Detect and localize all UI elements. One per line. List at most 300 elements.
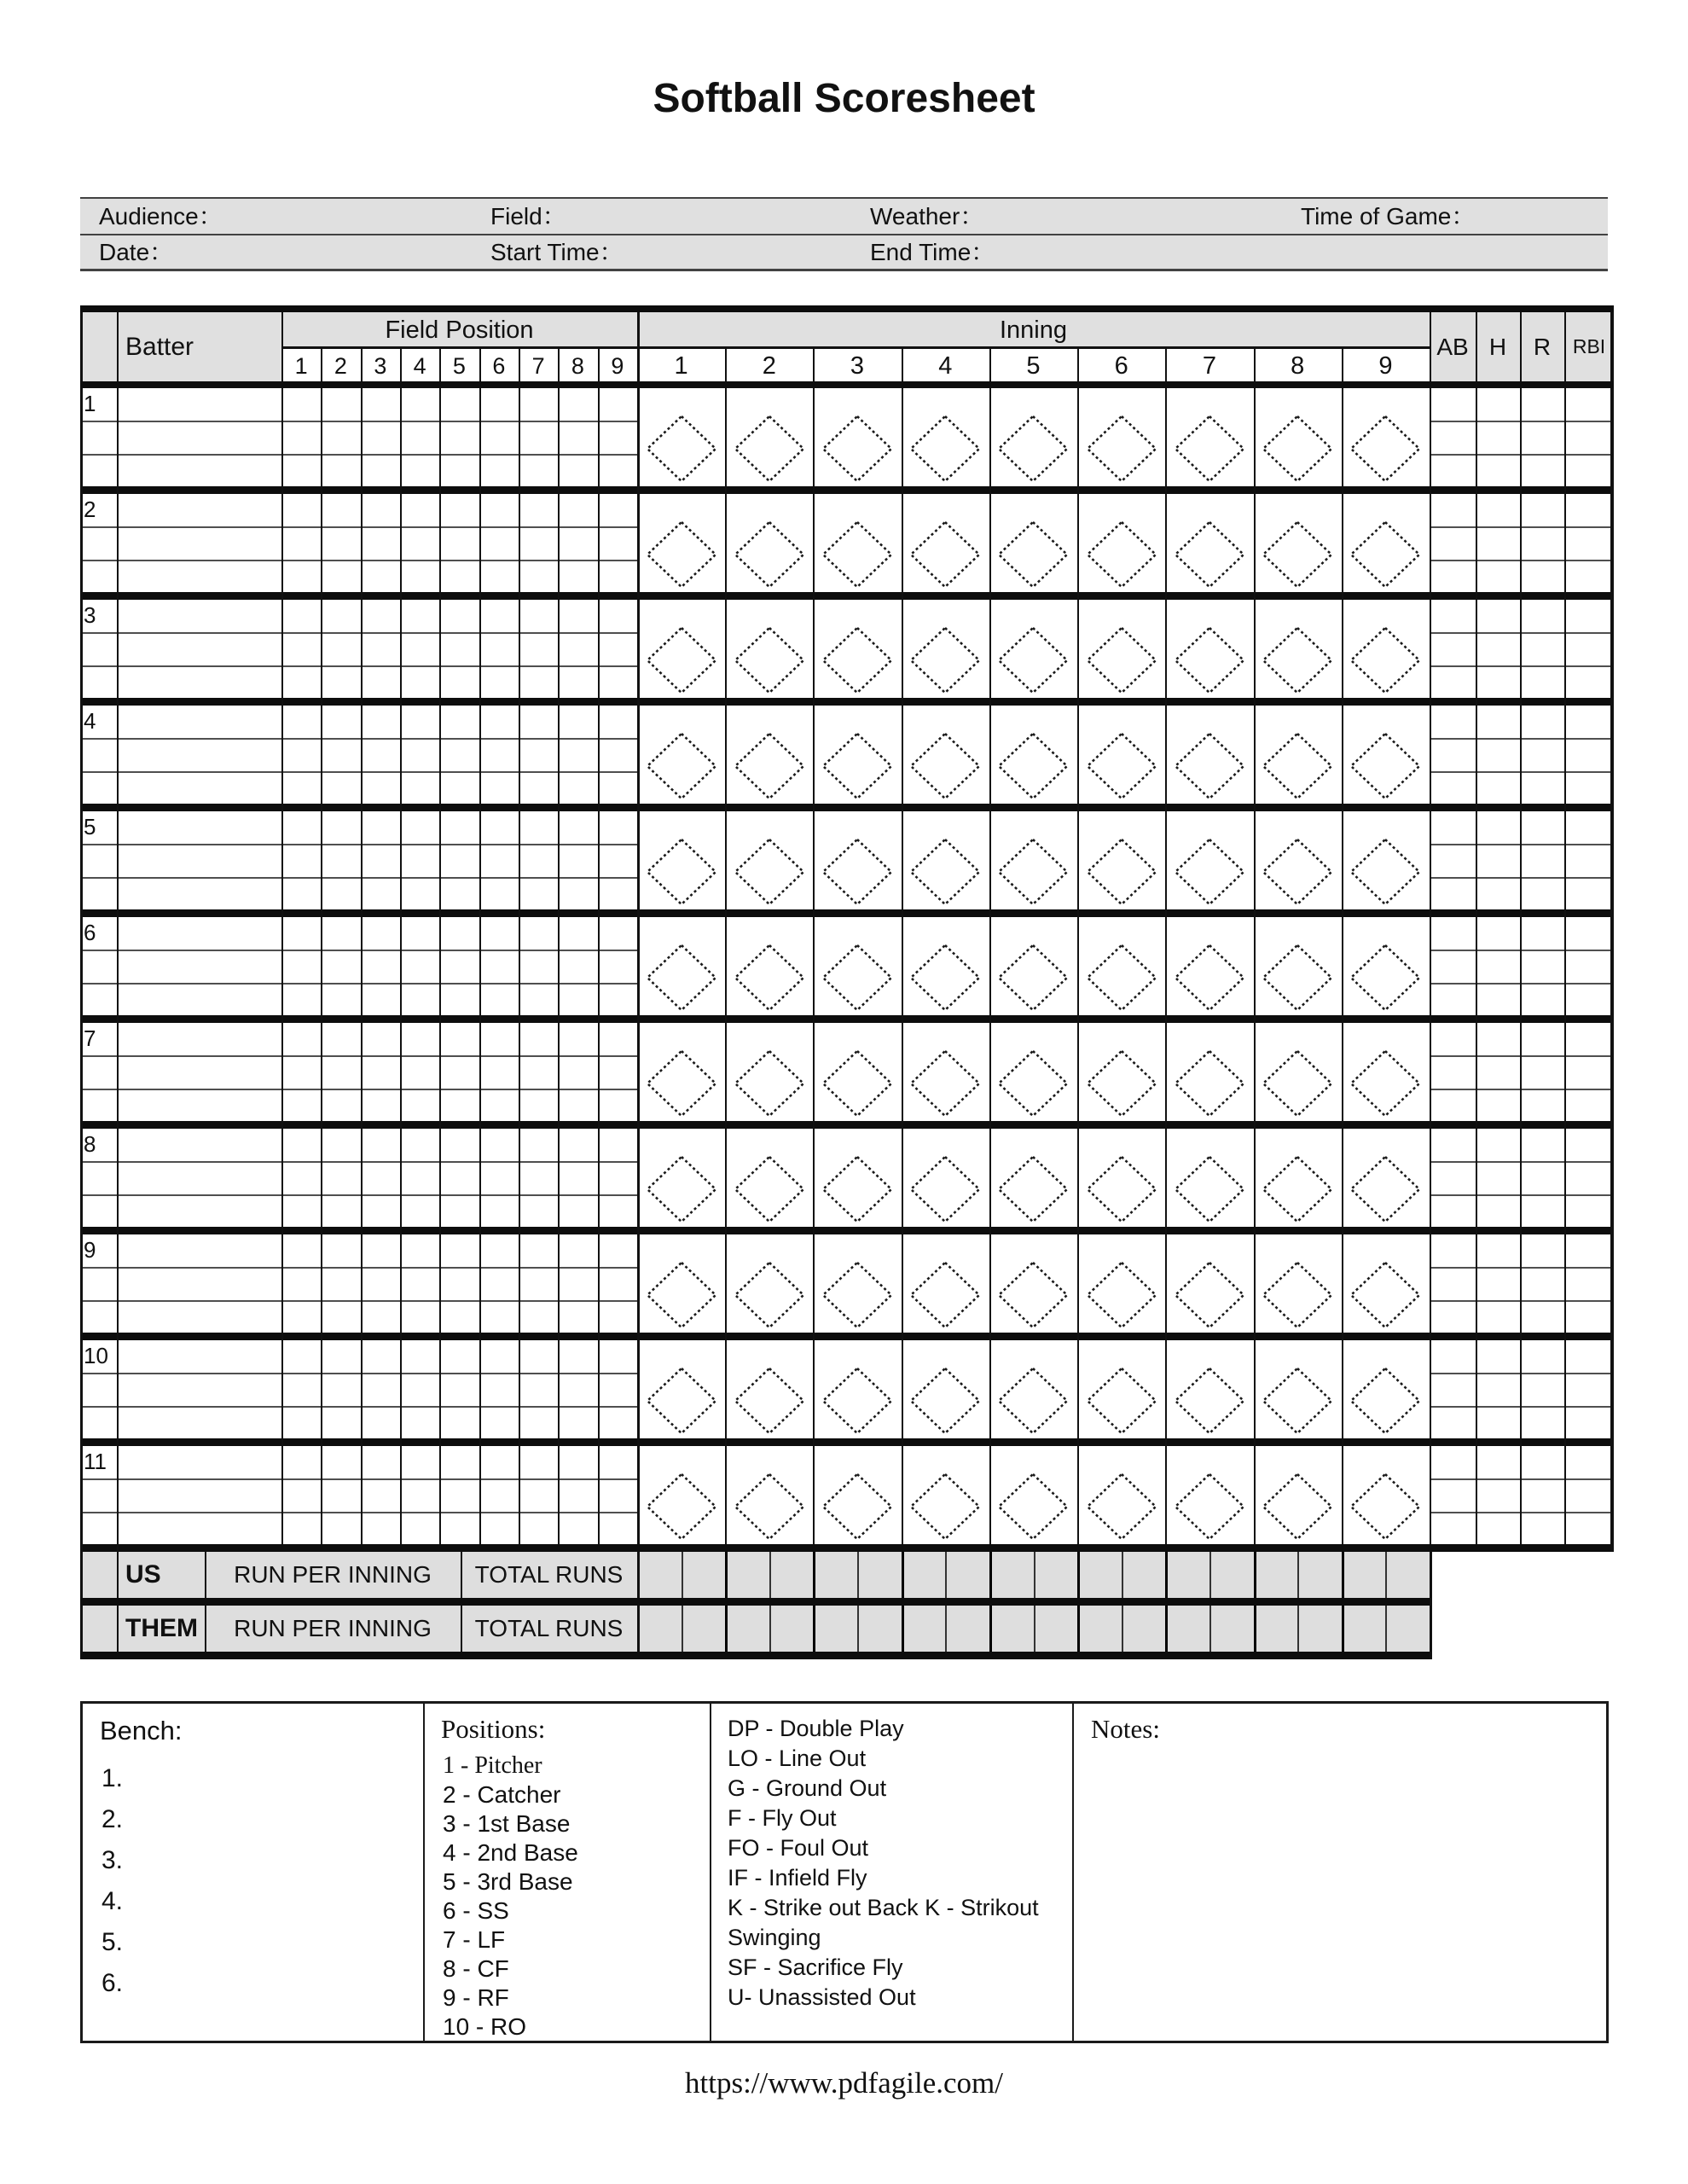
- field-position-cells[interactable]: [281, 917, 637, 1015]
- inning-col-line: [1077, 349, 1079, 1544]
- inning-cell[interactable]: [1077, 1234, 1165, 1333]
- base-diamond-icon: [908, 1366, 982, 1436]
- sub-row-line: [1430, 526, 1614, 528]
- audience-field[interactable]: [80, 199, 478, 234]
- inning-cell[interactable]: [637, 917, 725, 1015]
- stat-cell-r[interactable]: [1520, 600, 1564, 698]
- base-diamond-icon: [1349, 1472, 1422, 1542]
- batter-name-cell[interactable]: [117, 706, 281, 804]
- inning-cell[interactable]: [989, 494, 1077, 592]
- run-cell-us[interactable]: [1254, 1552, 1298, 1598]
- run-cell-them[interactable]: [945, 1606, 989, 1652]
- inning-cell[interactable]: [725, 1446, 813, 1544]
- inning-cell[interactable]: [989, 388, 1077, 486]
- field-position-cells[interactable]: [281, 1446, 637, 1544]
- inning-cell[interactable]: [902, 494, 989, 592]
- inning-cell[interactable]: [813, 600, 901, 698]
- stat-cell-rbi[interactable]: [1564, 917, 1614, 1015]
- base-diamond-icon: [1349, 1154, 1422, 1224]
- inning-cell[interactable]: [1165, 917, 1253, 1015]
- inning-cell[interactable]: [725, 706, 813, 804]
- field-position-header: Field Position: [385, 317, 534, 344]
- stat-cell-r[interactable]: [1520, 388, 1564, 486]
- run-cell-us[interactable]: [637, 1552, 682, 1598]
- bench-slot-2[interactable]: 2.: [102, 1805, 124, 1833]
- fp-inning-boundary: [637, 312, 640, 1544]
- base-diamond-icon: [821, 1260, 894, 1330]
- base-diamond-icon: [1261, 1472, 1334, 1542]
- stat-cell-h[interactable]: [1476, 388, 1520, 486]
- run-cell-them[interactable]: [1342, 1606, 1386, 1652]
- run-cell-them[interactable]: [857, 1606, 902, 1652]
- abbreviation-item-5: FO - Foul Out: [728, 1835, 869, 1861]
- base-diamond-icon: [1349, 943, 1422, 1013]
- stat-cell-ab[interactable]: [1430, 494, 1476, 592]
- stat-cell-h[interactable]: [1476, 1129, 1520, 1227]
- inning-cell[interactable]: [1254, 388, 1342, 486]
- inning-cell[interactable]: [637, 1234, 725, 1333]
- field-field[interactable]: [478, 199, 857, 234]
- inning-cell[interactable]: [989, 917, 1077, 1015]
- stat-cell-ab[interactable]: [1430, 811, 1476, 909]
- inning-cell[interactable]: [1165, 1129, 1253, 1227]
- position-item-8: 8 - CF: [443, 1955, 509, 1982]
- run-cell-them[interactable]: [989, 1606, 1034, 1652]
- inning-cell[interactable]: [725, 600, 813, 698]
- inning-cell[interactable]: [1342, 1234, 1430, 1333]
- run-cell-them[interactable]: [1385, 1606, 1430, 1652]
- inning-cell[interactable]: [1077, 1446, 1165, 1544]
- inning-cell[interactable]: [725, 1234, 813, 1333]
- inning-cell[interactable]: [725, 494, 813, 592]
- inning-cell[interactable]: [637, 1340, 725, 1438]
- inning-cell[interactable]: [637, 1446, 725, 1544]
- bench-slot-3[interactable]: 3.: [102, 1846, 124, 1874]
- inning-cell[interactable]: [637, 1023, 725, 1121]
- position-item-1: 1 - Pitcher: [443, 1752, 542, 1779]
- run-cell-them[interactable]: [1034, 1606, 1078, 1652]
- stat-cell-h[interactable]: [1476, 811, 1520, 909]
- end-time-field-label: End Time：: [870, 239, 995, 265]
- footer-url[interactable]: https://www.pdfagile.com/: [685, 2066, 1003, 2100]
- batter-name-cell[interactable]: [117, 1129, 281, 1227]
- time-of-game-field[interactable]: [1288, 199, 1608, 234]
- stat-cell-r[interactable]: [1520, 1340, 1564, 1438]
- sub-row-line: [1430, 1089, 1614, 1090]
- bench-slot-5[interactable]: 5.: [102, 1928, 124, 1956]
- base-diamond-icon: [1349, 1260, 1422, 1330]
- base-diamond-icon: [1173, 1260, 1246, 1330]
- stat-cell-ab[interactable]: [1430, 1340, 1476, 1438]
- stat-cell-h[interactable]: [1476, 1234, 1520, 1333]
- stat-cell-ab[interactable]: [1430, 706, 1476, 804]
- run-cell-them[interactable]: [1122, 1606, 1166, 1652]
- run-cell-them[interactable]: [813, 1606, 857, 1652]
- field-position-cells[interactable]: [281, 494, 637, 592]
- inning-cell[interactable]: [902, 811, 989, 909]
- sub-row-line: [1430, 1512, 1614, 1513]
- run-cell-us[interactable]: [1034, 1552, 1078, 1598]
- stat-cell-h[interactable]: [1476, 1446, 1520, 1544]
- batter-name-cell[interactable]: [117, 917, 281, 1015]
- base-diamond-icon: [733, 1260, 806, 1330]
- batter-name-cell[interactable]: [117, 1234, 281, 1333]
- stat-cell-rbi[interactable]: [1564, 1023, 1614, 1121]
- inning-cell[interactable]: [1077, 494, 1165, 592]
- stat-cell-rbi[interactable]: [1564, 1234, 1614, 1333]
- field-position-cells[interactable]: [281, 1234, 637, 1333]
- abbreviation-item-8: SF - Sacrifice Fly: [728, 1955, 903, 1980]
- inning-cell[interactable]: [637, 494, 725, 592]
- field-position-col-header-3: 3: [374, 353, 387, 379]
- base-diamond-icon: [1173, 943, 1246, 1013]
- inning-cell[interactable]: [813, 1340, 901, 1438]
- run-cell-us[interactable]: [682, 1552, 726, 1598]
- field-position-cells[interactable]: [281, 1129, 637, 1227]
- base-diamond-icon: [1085, 837, 1158, 907]
- start-time-field-label: Start Time：: [490, 239, 624, 265]
- base-diamond-icon: [908, 520, 982, 590]
- base-diamond-icon: [1349, 731, 1422, 801]
- stat-cell-ab[interactable]: [1430, 1234, 1476, 1333]
- base-diamond-icon: [821, 731, 894, 801]
- run-cell-us[interactable]: [1165, 1552, 1209, 1598]
- inning-cell[interactable]: [1254, 1340, 1342, 1438]
- base-diamond-icon: [1173, 1366, 1246, 1436]
- inning-cell[interactable]: [725, 388, 813, 486]
- stat-cell-h[interactable]: [1476, 917, 1520, 1015]
- inning-cell[interactable]: [989, 1446, 1077, 1544]
- inning-cell[interactable]: [1077, 1340, 1165, 1438]
- base-diamond-icon: [996, 837, 1070, 907]
- sub-row-line: [80, 738, 637, 740]
- inning-cell[interactable]: [902, 706, 989, 804]
- inning-cell[interactable]: [637, 811, 725, 909]
- inning-cell[interactable]: [1077, 706, 1165, 804]
- stat-cell-rbi[interactable]: [1564, 1129, 1614, 1227]
- batter-header: Batter: [125, 333, 194, 361]
- base-diamond-icon: [733, 1048, 806, 1118]
- field-position-cells[interactable]: [281, 1340, 637, 1438]
- inning-cell[interactable]: [1254, 494, 1342, 592]
- run-cell-them[interactable]: [1209, 1606, 1254, 1652]
- run-cell-them[interactable]: [1254, 1606, 1298, 1652]
- inning-cell[interactable]: [1342, 917, 1430, 1015]
- run-cell-us[interactable]: [725, 1552, 769, 1598]
- inning-cell[interactable]: [1077, 600, 1165, 698]
- stat-cell-rbi[interactable]: [1564, 600, 1614, 698]
- base-diamond-icon: [1261, 1048, 1334, 1118]
- inning-cell[interactable]: [1254, 1023, 1342, 1121]
- batter-name-cell[interactable]: [117, 811, 281, 909]
- abbreviations-list: [728, 1714, 1065, 2013]
- stat-cell-h[interactable]: [1476, 1340, 1520, 1438]
- sub-row-line: [1430, 1267, 1614, 1269]
- stat-cell-rbi[interactable]: [1564, 494, 1614, 592]
- inning-cell[interactable]: [989, 1129, 1077, 1227]
- batter-name-cell[interactable]: [117, 494, 281, 592]
- inning-cell[interactable]: [902, 600, 989, 698]
- inning-cell[interactable]: [902, 388, 989, 486]
- sub-row-line: [1430, 454, 1614, 456]
- inning-cell[interactable]: [1077, 1023, 1165, 1121]
- base-diamond-icon: [821, 1472, 894, 1542]
- inning-cell[interactable]: [989, 1234, 1077, 1333]
- inning-cell[interactable]: [1077, 388, 1165, 486]
- sub-row-line: [1430, 421, 1614, 422]
- batter-name-cell[interactable]: [117, 388, 281, 486]
- stat-cell-r[interactable]: [1520, 1234, 1564, 1333]
- run-cell-us[interactable]: [989, 1552, 1034, 1598]
- inning-cell[interactable]: [902, 1340, 989, 1438]
- inning-cell[interactable]: [1342, 1340, 1430, 1438]
- stat-cell-ab[interactable]: [1430, 917, 1476, 1015]
- inning-col-line: [989, 349, 991, 1544]
- inning-cell[interactable]: [1342, 494, 1430, 592]
- date-field[interactable]: [80, 235, 478, 269]
- inning-col-header-2: 2: [762, 352, 776, 380]
- inning-cell[interactable]: [902, 917, 989, 1015]
- inning-cell[interactable]: [1254, 917, 1342, 1015]
- base-diamond-icon: [996, 1154, 1070, 1224]
- sub-row-line: [1430, 1161, 1614, 1163]
- date-field-label: Date：: [99, 239, 174, 265]
- batter-name-cell[interactable]: [117, 1023, 281, 1121]
- run-cell-us[interactable]: [945, 1552, 989, 1598]
- inning-cell[interactable]: [989, 706, 1077, 804]
- inning-cell[interactable]: [813, 811, 901, 909]
- inning-cell[interactable]: [1165, 494, 1253, 592]
- field-position-cells[interactable]: [281, 811, 637, 909]
- base-diamond-icon: [1261, 414, 1334, 484]
- inning-cell[interactable]: [725, 917, 813, 1015]
- inning-cell[interactable]: [725, 1023, 813, 1121]
- start-time-field[interactable]: [478, 235, 857, 269]
- inning-cell[interactable]: [1254, 1129, 1342, 1227]
- stat-cell-rbi[interactable]: [1564, 706, 1614, 804]
- inning-cell[interactable]: [813, 706, 901, 804]
- bench-slot-1[interactable]: 1.: [102, 1764, 124, 1792]
- batter-name-cell[interactable]: [117, 1340, 281, 1438]
- stat-cell-ab[interactable]: [1430, 600, 1476, 698]
- inning-cell[interactable]: [1165, 1340, 1253, 1438]
- block-separator: [80, 804, 1614, 811]
- inning-cell[interactable]: [989, 811, 1077, 909]
- inning-cell[interactable]: [1254, 600, 1342, 698]
- inning-cell[interactable]: [1165, 706, 1253, 804]
- inning-cell[interactable]: [1254, 1446, 1342, 1544]
- inning-cell[interactable]: [902, 1129, 989, 1227]
- inning-cell[interactable]: [1165, 1023, 1253, 1121]
- stat-cell-r[interactable]: [1520, 706, 1564, 804]
- batter-name-cell[interactable]: [117, 600, 281, 698]
- abbreviation-item-1: DP - Double Play: [728, 1716, 904, 1741]
- batter-name-cell[interactable]: [117, 1446, 281, 1544]
- stat-cell-ab[interactable]: [1430, 1023, 1476, 1121]
- bench-slot-4[interactable]: 4.: [102, 1887, 124, 1915]
- inning-cell[interactable]: [1165, 388, 1253, 486]
- inning-cell[interactable]: [813, 1234, 901, 1333]
- stat-cell-ab[interactable]: [1430, 388, 1476, 486]
- inning-col-header-8: 8: [1291, 352, 1305, 380]
- bench-heading: Bench:: [100, 1716, 183, 1745]
- inning-cell[interactable]: [725, 811, 813, 909]
- run-cell-them[interactable]: [1077, 1606, 1122, 1652]
- field-position-col-header-7: 7: [531, 353, 545, 379]
- inning-cell[interactable]: [1342, 811, 1430, 909]
- run-cell-them[interactable]: [769, 1606, 814, 1652]
- field-position-cells[interactable]: [281, 600, 637, 698]
- inning-cell[interactable]: [725, 1340, 813, 1438]
- inning-cell[interactable]: [1254, 706, 1342, 804]
- inning-cell[interactable]: [1342, 600, 1430, 698]
- inning-cell[interactable]: [1077, 1129, 1165, 1227]
- field-position-cells[interactable]: [281, 706, 637, 804]
- inning-cell[interactable]: [1077, 917, 1165, 1015]
- inning-cell[interactable]: [1342, 388, 1430, 486]
- notes-heading: Notes:: [1091, 1714, 1160, 1744]
- inning-header: Inning: [999, 317, 1067, 344]
- base-diamond-icon: [821, 414, 894, 484]
- base-diamond-icon: [1085, 731, 1158, 801]
- inning-cell[interactable]: [813, 494, 901, 592]
- run-cell-us[interactable]: [857, 1552, 902, 1598]
- run-cell-them[interactable]: [682, 1606, 726, 1652]
- inning-cell[interactable]: [1165, 1234, 1253, 1333]
- inning-cell[interactable]: [637, 706, 725, 804]
- inning-cell[interactable]: [813, 917, 901, 1015]
- stat-cell-r[interactable]: [1520, 1023, 1564, 1121]
- notes-area[interactable]: [1076, 1751, 1605, 2036]
- sub-row-line: [1430, 1373, 1614, 1374]
- inning-cell[interactable]: [813, 1446, 901, 1544]
- inning-cell[interactable]: [813, 1129, 901, 1227]
- run-cell-them[interactable]: [1297, 1606, 1342, 1652]
- run-cell-them[interactable]: [1165, 1606, 1209, 1652]
- legend-divider-2: [710, 1704, 711, 2041]
- inning-cell[interactable]: [902, 1234, 989, 1333]
- sub-row-line: [80, 950, 637, 951]
- field-position-cells[interactable]: [281, 388, 637, 486]
- base-diamond-icon: [996, 625, 1070, 695]
- stat-cell-rbi[interactable]: [1564, 1446, 1614, 1544]
- run-cell-us[interactable]: [902, 1552, 946, 1598]
- sub-row-line: [80, 771, 637, 773]
- table-top-border: [80, 305, 1614, 312]
- base-diamond-icon: [645, 731, 718, 801]
- inning-cell[interactable]: [902, 1446, 989, 1544]
- inning-cell[interactable]: [902, 1023, 989, 1121]
- inning-cell[interactable]: [1342, 1023, 1430, 1121]
- base-diamond-icon: [821, 943, 894, 1013]
- stat-cell-r[interactable]: [1520, 917, 1564, 1015]
- inning-cell[interactable]: [1254, 1234, 1342, 1333]
- stat-cell-h[interactable]: [1476, 600, 1520, 698]
- stat-cell-r[interactable]: [1520, 494, 1564, 592]
- inning-cell[interactable]: [637, 600, 725, 698]
- fp-col-line: [321, 349, 322, 1544]
- stat-cell-h[interactable]: [1476, 494, 1520, 592]
- run-cell-us[interactable]: [1342, 1552, 1386, 1598]
- abbreviation-item-6: IF - Infield Fly: [728, 1865, 867, 1891]
- run-cell-them[interactable]: [725, 1606, 769, 1652]
- run-cell-us[interactable]: [1297, 1552, 1342, 1598]
- abbreviation-item-2: LO - Line Out: [728, 1745, 867, 1771]
- inning-cell[interactable]: [813, 388, 901, 486]
- base-diamond-icon: [645, 1154, 718, 1224]
- team-label-us: US: [125, 1560, 161, 1589]
- run-cell-us[interactable]: [769, 1552, 814, 1598]
- inning-cell[interactable]: [1342, 1129, 1430, 1227]
- sub-row-line: [1430, 560, 1614, 561]
- inning-cell[interactable]: [1342, 706, 1430, 804]
- inning-cell[interactable]: [1077, 811, 1165, 909]
- stat-cell-rbi[interactable]: [1564, 1340, 1614, 1438]
- end-time-field[interactable]: [857, 235, 1608, 269]
- run-cell-them[interactable]: [637, 1606, 682, 1652]
- position-item-5: 5 - 3rd Base: [443, 1868, 573, 1895]
- weather-field[interactable]: [857, 199, 1288, 234]
- num-col-line: [117, 312, 119, 1652]
- stat-cell-ab[interactable]: [1430, 1446, 1476, 1544]
- sub-row-line: [1430, 1478, 1614, 1480]
- base-diamond-icon: [645, 1048, 718, 1118]
- base-diamond-icon: [1349, 1366, 1422, 1436]
- inning-cell[interactable]: [637, 1129, 725, 1227]
- field-position-col-header-2: 2: [334, 353, 347, 379]
- base-diamond-icon: [1173, 1154, 1246, 1224]
- inning-cell[interactable]: [725, 1129, 813, 1227]
- run-cell-us[interactable]: [813, 1552, 857, 1598]
- inning-cell[interactable]: [813, 1023, 901, 1121]
- run-cell-us[interactable]: [1077, 1552, 1122, 1598]
- inning-cell[interactable]: [989, 1340, 1077, 1438]
- stat-cell-rbi[interactable]: [1564, 811, 1614, 909]
- inning-cell[interactable]: [1342, 1446, 1430, 1544]
- inning-cell[interactable]: [1165, 600, 1253, 698]
- batter-number-9: 9: [84, 1237, 96, 1263]
- inning-cell[interactable]: [1254, 811, 1342, 909]
- stat-cell-rbi[interactable]: [1564, 388, 1614, 486]
- stat-cell-h[interactable]: [1476, 1023, 1520, 1121]
- stat-cell-r[interactable]: [1520, 1129, 1564, 1227]
- inning-cell[interactable]: [989, 600, 1077, 698]
- block-separator: [80, 1227, 1614, 1234]
- run-cell-us[interactable]: [1385, 1552, 1430, 1598]
- inning-cell[interactable]: [1165, 811, 1253, 909]
- sub-row-line: [80, 877, 637, 879]
- run-cell-us[interactable]: [1209, 1552, 1254, 1598]
- inning-cell[interactable]: [989, 1023, 1077, 1121]
- sub-row-line: [80, 1406, 637, 1408]
- bench-slot-6[interactable]: 6.: [102, 1969, 124, 1997]
- base-diamond-icon: [1085, 625, 1158, 695]
- stat-cell-r[interactable]: [1520, 811, 1564, 909]
- field-position-col-header-5: 5: [452, 353, 466, 379]
- run-cell-them[interactable]: [902, 1606, 946, 1652]
- position-item-9: 9 - RF: [443, 1984, 509, 2011]
- fp-col-line: [558, 349, 560, 1544]
- field-position-cells[interactable]: [281, 1023, 637, 1121]
- inning-cell[interactable]: [637, 388, 725, 486]
- sub-row-line: [80, 632, 637, 634]
- stat-cell-r[interactable]: [1520, 1446, 1564, 1544]
- run-cell-us[interactable]: [1122, 1552, 1166, 1598]
- base-diamond-icon: [821, 520, 894, 590]
- inning-cell[interactable]: [1165, 1446, 1253, 1544]
- stat-cell-ab[interactable]: [1430, 1129, 1476, 1227]
- stat-cell-h[interactable]: [1476, 706, 1520, 804]
